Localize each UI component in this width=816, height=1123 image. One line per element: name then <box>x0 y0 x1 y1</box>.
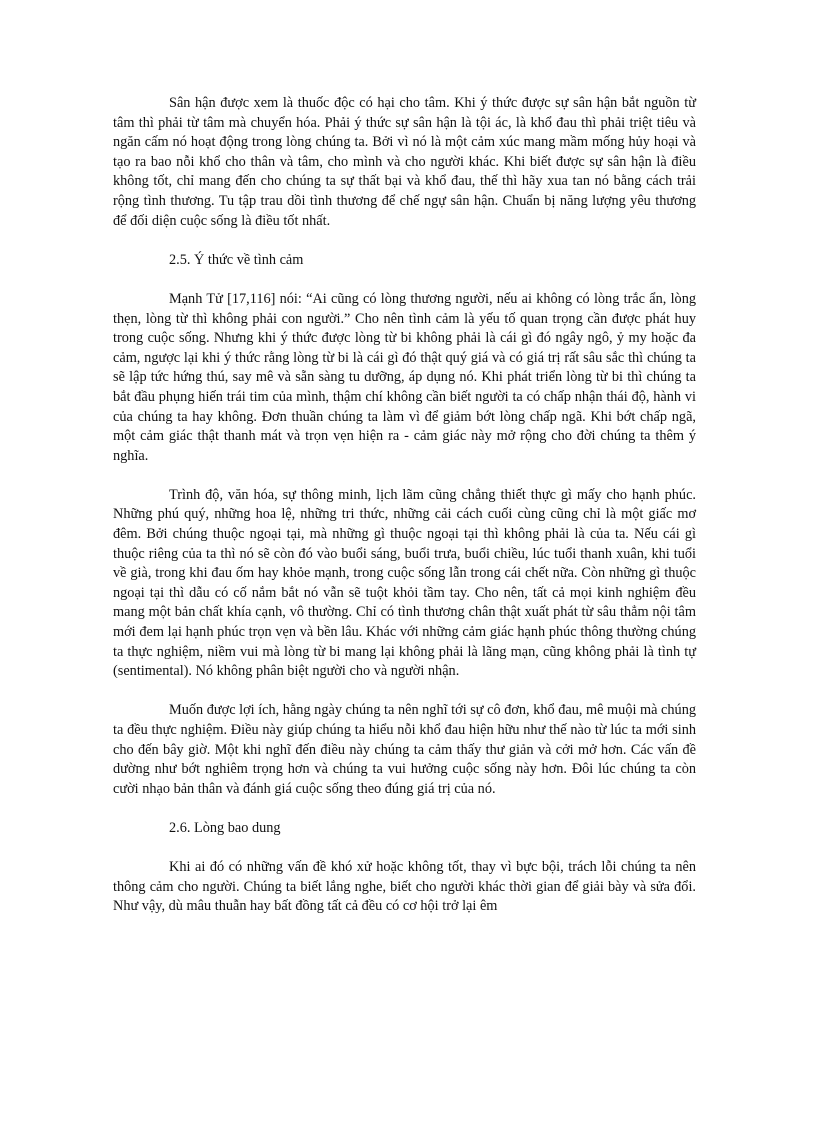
spacer <box>113 270 696 290</box>
paragraph-anger: Sân hận được xem là thuốc độc có hại cho tâm. Khi ý thức được sự sân hận bắt nguồn từ tâm thì phải từ tâm mà chuyển hóa. Phải ý thức sự sân hận là tội ác, là khổ đau thì phải triệt tiêu và ngăn cấm nó hoạt động trong lòng chúng ta. Bởi vì nó là một cảm xúc mang mầm mống hủy hoại và tạo ra bao nỗi khổ cho thân và tâm, cho mình và cho người khác. Khi biết được sự sân hận là điều không tốt, chỉ mang đến cho chúng ta sự thất bại và khổ đau, thế thì hãy xua tan nó bằng cách trải rộng tình thương. Tu tập trau dồi tình thương để chế ngự sân hận. Chuẩn bị năng lượng yêu thương để đối diện cuộc sống là điều tốt nhất. <box>113 95 696 229</box>
spacer <box>113 839 696 859</box>
spacer <box>113 682 696 702</box>
paragraph-tolerance: Khi ai đó có những vấn đề khó xử hoặc không tốt, thay vì bực bội, trách lỗi chúng ta nên thông cảm cho người. Chúng ta biết lắng nghe, biết cho người khác thời gian để giải bày và sửa đổi. Như vậy, dù mâu thuẫn hay bất đồng tất cả đều có cơ hội trở lại êm <box>113 859 696 915</box>
paragraph-happiness: Trình độ, văn hóa, sự thông minh, lịch lãm cũng chẳng thiết thực gì mấy cho hạnh phúc. Những phú quý, những hoa lệ, những tri thức, những cải cách cuối cùng cũng chỉ là một giấc mơ đêm. Bởi chúng thuộc ngoại tại, mà những gì thuộc ngoại tại thì không phải là của ta. Nếu cái gì thuộc riêng của ta thì nó sẽ còn đó vào buổi sáng, buổi trưa, buổi chiều, lúc tuổi thanh xuân, khi tuổi về già, trong khi đau ốm hay khỏe mạnh, trong cuộc sống lẫn trong cái chết nữa. Còn những gì thuộc ngoại tại thì dẫu có cố nắm bắt nó vẫn sẽ tuột khỏi tầm tay. Cho nên, tất cả mọi kinh nghiệm đều mang một bản chất khía cạnh, vô thường. Chỉ có tình thương chân thật xuất phát từ sâu thẳm nội tâm mới đem lại hạnh phúc trọn vẹn và bền lâu. Khác với những cảm giác hạnh phúc thông thường chúng ta thực nghiệm, niềm vui mà lòng từ bi mang lại không phải là lãng mạn, cũng không phải là tình tự (sentimental). Nó không phân biệt người cho và người nhận. <box>113 486 696 680</box>
paragraph-mencius: Mạnh Tử [17,116] nói: “Ai cũng có lòng thương người, nếu ai không có lòng trắc ẩn, lòng thẹn, lòng từ thì không phải con người.” Cho nên tình cảm là yếu tố quan trọng cần được phát huy trong cuộc sống. Nhưng khi ý thức được lòng từ bi không phải là cái gì đó ngây ngô, ỷ my hoặc đa cảm, ngược lại khi ý thức rằng lòng từ bi là cái gì đó thật quý giá và có giá trị rất sâu sắc thì chúng ta sẽ lập tức hứng thú, say mê và sẵn sàng tu dưỡng, áp dụng nó. Khi phát triển lòng từ bi thì chúng ta bắt đầu phụng hiến trái tim của mình, thậm chí không cần biết người ta có chấp nhận thái độ, hành vi của chúng ta hay không. Đơn thuần chúng ta làm vì để giảm bớt lòng chấp ngã. Khi bớt chấp ngã, một cảm giác thật thanh mát và trọn vẹn hiện ra - cảm giác này mở rộng cho đời chúng ta thêm ý nghĩa. <box>113 290 696 464</box>
section-heading-2-6: 2.6. Lòng bao dung <box>169 819 281 836</box>
paragraph-benefit: Muốn được lợi ích, hằng ngày chúng ta nên nghĩ tới sự cô đơn, khổ đau, mê muội mà chúng ta đều thực nghiệm. Điều này giúp chúng ta hiểu nỗi khổ đau hiện hữu như thế nào từ lúc ta mới sinh cho đến bây giờ. Một khi nghĩ đến điều này chúng ta cảm thấy thư giản và cởi mở hơn. Các vấn đề dường như bớt nghiêm trọng hơn và chúng ta vui hưởng cuộc sống này hơn. Đôi lúc chúng ta còn cười nhạo bản thân và đánh giá cuộc sống theo đúng giá trị của nó. <box>113 702 696 797</box>
section-heading-2-5: 2.5. Ý thức về tình cảm <box>169 251 304 268</box>
document-page <box>113 94 696 917</box>
spacer <box>113 799 696 819</box>
spacer <box>113 231 696 251</box>
spacer <box>113 466 696 486</box>
